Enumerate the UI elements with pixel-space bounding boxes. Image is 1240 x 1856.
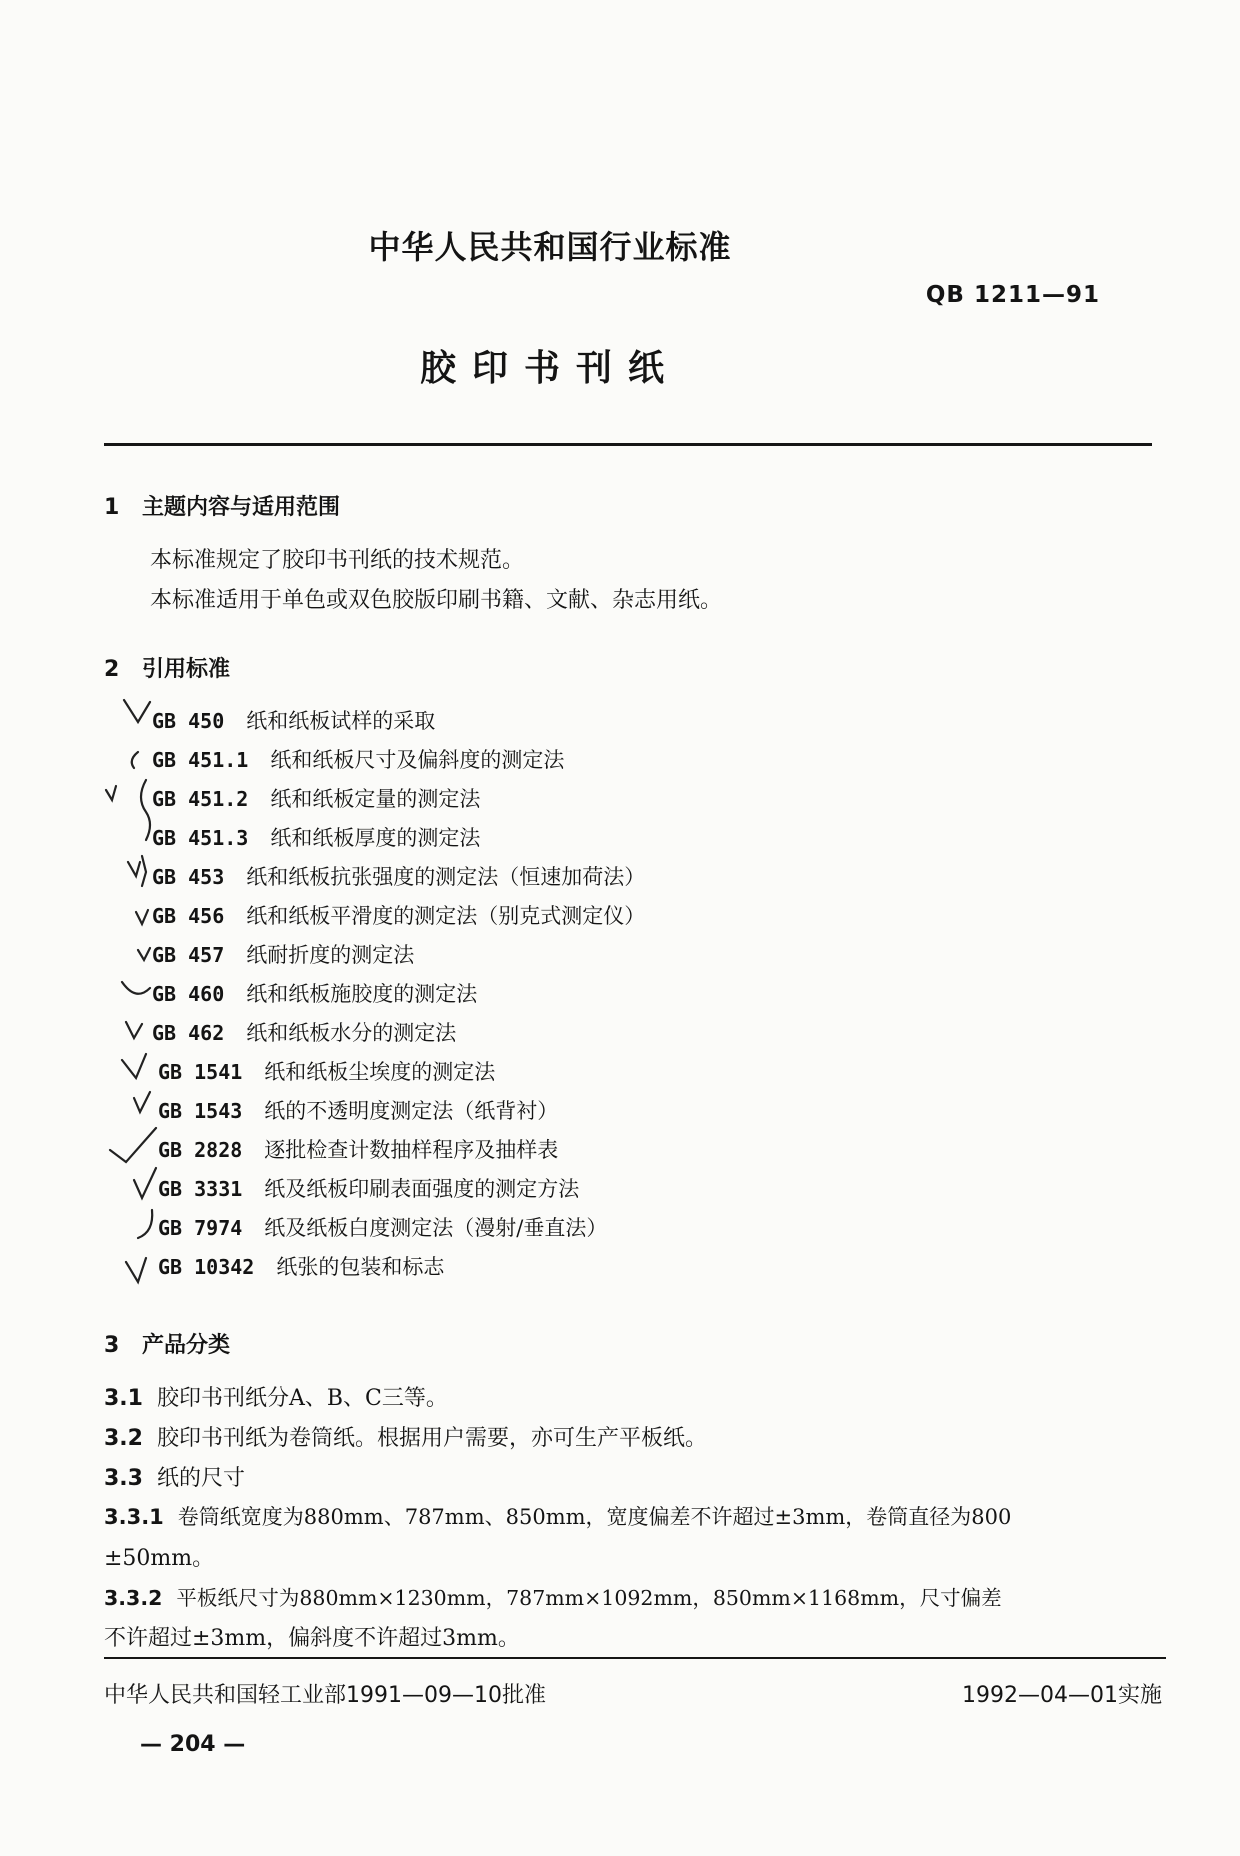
section-2-title: 引用标准 (142, 657, 231, 682)
section-3-number: 3 (104, 1333, 120, 1358)
page-number: — 204 — (140, 1732, 246, 1757)
section-1-paragraph-1: 本标准规定了胶印书刊纸的技术规范。 (150, 548, 525, 573)
clause-number: 3.3.1 (104, 1505, 164, 1529)
check-mark (128, 862, 140, 876)
approval-statement: 中华人民共和国轻工业部1991—09—10批准 (104, 1683, 546, 1708)
reference-title: 纸和纸板定量的测定法 (270, 787, 481, 811)
section-1-title: 主题内容与适用范围 (142, 495, 341, 520)
check-mark (126, 1022, 142, 1038)
reference-title: 纸和纸板尘埃度的测定法 (264, 1060, 496, 1084)
check-mark (132, 752, 138, 768)
check-mark (138, 948, 150, 960)
reference-code: GB 451.1 (152, 748, 249, 772)
reference-title: 纸的不透明度测定法（纸背衬） (264, 1099, 559, 1123)
clause-text-line-1: 卷筒纸宽度为880mm、787mm、850mm，宽度偏差不许超过±3mm，卷筒直径为800 (177, 1505, 1012, 1529)
section-3-heading (104, 1328, 230, 1359)
clause-3-2 (104, 1421, 707, 1452)
check-mark (126, 1258, 146, 1282)
check-mark (122, 1054, 146, 1078)
check-mark (134, 1092, 150, 1112)
clause-3-3 (104, 1461, 245, 1492)
reference-title: 逐批检查计数抽样程序及抽样表 (264, 1138, 559, 1162)
clause-3-1 (104, 1381, 448, 1412)
clause-number: 3.1 (104, 1386, 143, 1411)
reference-title: 纸和纸板尺寸及偏斜度的测定法 (270, 748, 565, 772)
document-title: 胶印书刊纸 (419, 348, 680, 389)
reference-code: GB 450 (152, 709, 225, 733)
standard-number: QB 1211—91 (925, 282, 1100, 308)
reference-code: GB 451.3 (152, 826, 249, 850)
reference-title: 纸和纸板抗张强度的测定法（恒速加荷法） (246, 865, 646, 889)
clause-number: 3.2 (104, 1426, 143, 1451)
reference-title: 纸和纸板试样的采取 (246, 709, 436, 733)
section-1-paragraph-2: 本标准适用于单色或双色胶版印刷书籍、文献、杂志用纸。 (150, 588, 723, 613)
reference-code: GB 462 (152, 1021, 225, 1045)
clause-3-3-2-continued: 不许超过±3mm，偏斜度不许超过3mm。 (104, 1626, 520, 1651)
reference-code: GB 7974 (158, 1216, 243, 1240)
reference-code: GB 2828 (158, 1138, 243, 1162)
clause-text-line-1: 平板纸尺寸为880mm×1230mm，787mm×1092mm，850mm×1168mm，尺寸偏差 (176, 1586, 1002, 1610)
reference-code: GB 1543 (158, 1099, 243, 1123)
check-mark (141, 780, 150, 840)
section-1-number: 1 (104, 495, 120, 520)
section-2-number: 2 (104, 657, 120, 682)
effective-date: 1992—04—01实施 (962, 1683, 1162, 1708)
reference-code: GB 453 (152, 865, 225, 889)
check-mark (138, 1210, 152, 1238)
section-3-title: 产品分类 (142, 1333, 231, 1358)
clause-number: 3.3 (104, 1466, 143, 1491)
check-mark (122, 982, 150, 994)
check-mark (106, 786, 116, 800)
reference-title: 纸和纸板水分的测定法 (246, 1021, 457, 1045)
reference-code: GB 457 (152, 943, 225, 967)
clause-number: 3.3.2 (104, 1586, 163, 1610)
clause-text: 胶印书刊纸分A、B、C三等。 (156, 1386, 448, 1411)
footer-rule (104, 1657, 1166, 1659)
clause-text: 胶印书刊纸为卷筒纸。根据用户需要，亦可生产平板纸。 (156, 1426, 707, 1451)
reference-title: 纸张的包装和标志 (276, 1255, 445, 1279)
reference-title: 纸耐折度的测定法 (246, 943, 415, 967)
reference-title: 纸和纸板平滑度的测定法（别克式测定仪） (246, 904, 646, 928)
clause-3-3-1-continued: ±50mm。 (104, 1546, 215, 1571)
check-mark (134, 1168, 156, 1198)
reference-title: 纸和纸板施胶度的测定法 (246, 982, 478, 1006)
reference-code: GB 456 (152, 904, 225, 928)
standard-category-title: 中华人民共和国行业标准 (368, 228, 732, 266)
clause-3-3-2 (104, 1581, 1002, 1611)
reference-title: 纸及纸板白度测定法（漫射/垂直法） (264, 1216, 608, 1240)
reference-code: GB 10342 (158, 1255, 255, 1279)
clause-text: 纸的尺寸 (156, 1466, 245, 1491)
check-mark (136, 910, 148, 924)
reference-code: GB 451.2 (152, 787, 249, 811)
check-mark (110, 1128, 156, 1162)
clause-3-3-1 (104, 1501, 1011, 1531)
reference-code: GB 3331 (158, 1177, 243, 1201)
reference-code: GB 460 (152, 982, 225, 1006)
reference-code: GB 1541 (158, 1060, 243, 1084)
check-mark (124, 700, 150, 722)
check-mark (142, 856, 146, 886)
reference-title: 纸和纸板厚度的测定法 (270, 826, 481, 850)
reference-title: 纸及纸板印刷表面强度的测定方法 (264, 1177, 580, 1201)
